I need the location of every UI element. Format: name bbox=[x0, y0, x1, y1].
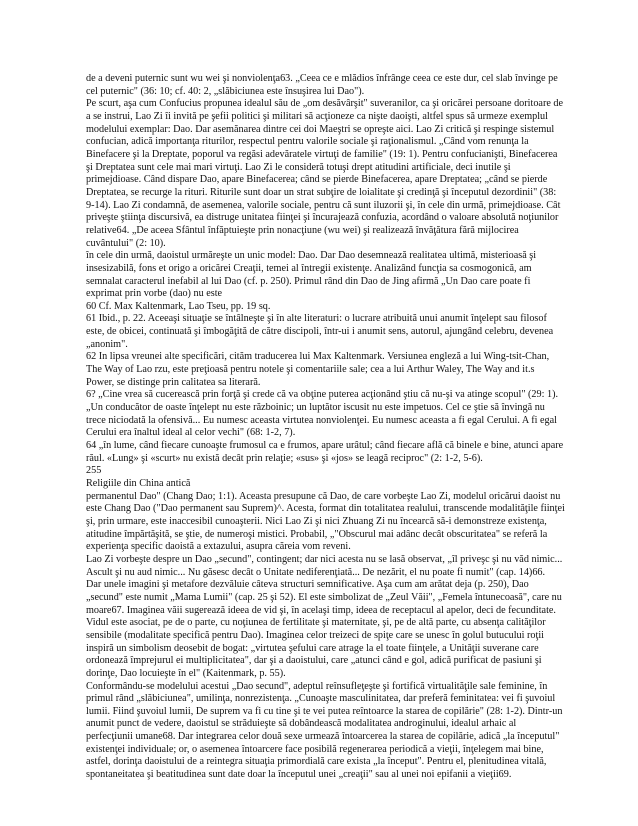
text-line: cuvântului" (2: 10). bbox=[86, 237, 166, 249]
text-line: Cerului era înaltul ideal al celor vechi" (68: 1-2, 7). bbox=[86, 427, 296, 439]
text-line: atitudine împărtăşită, se ştie, de numeroşi mistici. Probabil, „"Obscurul mai adânc decât obscuritatea" se referă la bbox=[86, 528, 548, 540]
text-line: 9-14). Lao Zi condamnă, de asemenea, valorile sociale, pentru că sunt iluzorii şi, în cele din urmă, primejdioase. Cât bbox=[86, 199, 561, 211]
text-line: în cele din urmă, daoistul urmăreşte un unic model: Dao. Dar Dao desemnează realitatea ultimă, misterioasă şi bbox=[86, 250, 537, 262]
text-line: primejdioase. Când dispare Dao, apare Binefacerea; când se pierde Binefacerea, apare Dreptatea; „când se pierde bbox=[86, 174, 548, 186]
text-line: experienţa specific daoistă a extazului, asupra căreia vom reveni. bbox=[86, 541, 351, 553]
text-line: „anonim". bbox=[86, 338, 128, 350]
text-line: moare67. Imaginea văii sugerează ideea de vid şi, în acelaşi timp, ideea de receptacul al apelor, deci de fecunditate. bbox=[86, 604, 556, 616]
text-line: Pe scurt, aşa cum Confucius propunea idealul său de „om desăvârşit" suveranilor, ca şi oricărei persoane doritoare de bbox=[86, 98, 564, 110]
text-line: sensibile (modalitate specifică pentru Dao). Imaginea celor treizeci de spiţe care se unesc în golul butucului roţii bbox=[86, 629, 544, 641]
text-line: relative64. „De aceea Sfântul înfăptuieşte prin nonacţiune (wu wei) şi realizează învăţătura fără mijlocirea bbox=[86, 224, 519, 236]
text-line: insesizabilă, fons et origo a oricărei Creaţii, temei al întregii existenţe. Analizând funcţia sa cosmogonică, am bbox=[86, 262, 532, 274]
text-line: este Chang Dao ("Dao permanent sau Suprem)^. Acesta, format din totalitatea realului, transcende modalităţile fiinţei bbox=[86, 503, 565, 515]
text-line: existenţei individuale; or, o asemenea întoarcere face posibilă regenerarea periodică a vieţii, înţelegem mai bine, bbox=[86, 743, 544, 755]
text-line: de a deveni puternic sunt wu wei şi nonviolenţa63. „Ceea ce e mlădios înfrânge ceea ce este dur, cel slab învinge pe bbox=[86, 73, 558, 84]
text-line: şi, prin urmare, este inaccesibil cunoaşterii. Nici Lao Zi şi nici Zhuang Zi nu încearcă să-i demonstreze existenţa, bbox=[86, 515, 547, 527]
text-line: dorinţe, Dao locuieşte în el" (Kaitenmark, p. 55). bbox=[86, 667, 286, 679]
text-line: „secund" este numit „Mama Lumii" (cap. 25 şi 52). El este simbolizat de „Zeul Văii", „Femela întunecoasă", care nu bbox=[86, 591, 562, 603]
text-line: Power, se distinge prin calitatea sa literară. bbox=[86, 376, 261, 388]
text-line: ordonează împrejurul ei multiplicitatea", dar şi a daoistului, care „atunci când e gol, adică purificat de pasiuni şi bbox=[86, 655, 542, 667]
text-line: The Way of Lao rzu, este preţioasă pentru notele şi comentariile sale; cea a lui Arthur Waley, The Way and it.s bbox=[86, 364, 535, 376]
text-line: confucian, adică importanţa riturilor, respectul pentru valorile sociale şi raţionalismul. „Când vom renunţa la bbox=[86, 136, 529, 148]
text-line: cel puternic" (36: 10; cf. 40: 2, „slăbiciunea este însuşirea lui Dao"). bbox=[86, 85, 365, 97]
text-line: Religiile din China antică bbox=[86, 478, 191, 489]
text-line: 61 Ibid., p. 22. Aceeaşi situaţie se întâlneşte şi în alte literaturi: o lucrare atribuită unui anumit înţelept sau filosof bbox=[86, 313, 547, 325]
text-line: spontaneitatea şi beatitudinea sunt date doar la începutul unei „creaţii" sau al unei noi epifanii a vieţii69. bbox=[86, 769, 512, 781]
text-line: Dreptatea, se recurge la rituri. Riturile sunt doar un strat subţire de loialitate şi credinţă şi începutul dezordinii" (38: bbox=[86, 186, 557, 198]
text-line: Dar unele imagini şi metafore dezvăluie câteva structuri semnificative. Aşa cum am arătat deja (p. 250), Dao bbox=[86, 579, 529, 591]
text-line: semnalat caracterul inefabil al lui Dao (cf. p. 250). Primul rând din Dao de Jing afirmă „Un Dao care poate fi bbox=[86, 275, 531, 287]
text-line: Vidul este asociat, pe de o parte, cu noţiunea de fertilitate şi maternitate, şi, pe de altă parte, cu absenţa calităţilor bbox=[86, 617, 546, 629]
text-line: Lao Zi vorbeşte despre un Dao „secund", contingent; dar nici acesta nu se lasă observat, „îl priveşc şi nu văd nimic... bbox=[86, 553, 563, 565]
text-line: 60 Cf. Max Kaltenmark, Lao Tseu, pp. 19 sq. bbox=[86, 300, 271, 312]
text-line: „Un conducător de oaste înţelept nu este războinic; un luptător iscusit nu este impetuos. Cel ce ştie să învingă nu bbox=[86, 402, 545, 414]
text-line: Binefacere şi la Dreptate, poporul va regăsi adevăratele virtuţi de familie" (19: 1). Pentru confucianişti, Binefacerea bbox=[86, 148, 558, 160]
text-line: exprimat prin vorbe (dao) nu este bbox=[86, 288, 223, 300]
text-line: inspiră un simbolism deosebit de bogat: „virtutea şefului care atrage la el toate fiinţele, a Unităţii suverane care bbox=[86, 642, 539, 654]
document-body bbox=[86, 73, 578, 782]
text-line: 62 In lipsa vreunei alte specificări, cităm traducerea lui Max Kaltenmark. Versiunea engleză a lui Wing-tsit-Chan, bbox=[86, 351, 550, 363]
text-line: este, de obicei, continuată şi îmbogăţită de către discipoli, într-ui i anumit sens, autorul, ajungând celebru, devenea bbox=[86, 326, 554, 338]
text-line: modelului exemplar: Dao. Dar asemănarea dintre cei doi Maeştri se opreşte aici. Lao Zi critică şi respinge sistemul bbox=[86, 123, 555, 135]
text-line: priveşte ştiinţa discursivă, ea distruge unitatea fiinţei şi încurajează confuzia, acordând o valoare absolută noţiunilor bbox=[86, 212, 559, 224]
text-line: 64 „în lume, când fiecare cunoaşte frumosul ca e frumos, apare urâtul; când fiecare află că binele e bine, atunci apare bbox=[86, 440, 564, 452]
text-line: a se instrui, Lao Zi îi invită pe şefii politici şi militari să acţioneze ca nişte daoişti, altfel spus să urmeze exemplul bbox=[86, 110, 548, 122]
text-line: primul rând „slăbiciunea", umilinţa, nonrezistenţa. „Cunoaşte masculinitatea, dar preferă feminitatea: vei fi şuvoiul bbox=[86, 693, 556, 705]
text-line: perfecţiunii umane68. Dar integrarea celor două sexe urmează întoarcerea la starea de copilărie, adică „la începutul" bbox=[86, 731, 560, 743]
text-line: Conformându-se modelului acestui „Dao secund", adeptul reînsufleţeşte şi fortifică virtualităţile sale feminine, în bbox=[86, 680, 548, 692]
text-line: permanentul Dao" (Chang Dao; 1:1). Aceasta presupune că Dao, de care vorbeşte Lao Zi, modelul oricărui daoist nu bbox=[86, 490, 561, 502]
text-line: trece niciodată la ofensivă... Eu numesc aceasta virtutea nonviolenţei. Eu numesc aceasta a fi egal Cerului. A fi egal bbox=[86, 414, 557, 426]
text-line: anumit punct de vedere, daoistul se străduieşte să dobândească modalitatea androginului, idealul arhaic al bbox=[86, 718, 517, 730]
text-line: astfel, dorinţa daoistului de a reintegra situaţia primordială care exista „la început". Pentru el, plenitudinea vitală, bbox=[86, 756, 547, 768]
text-line: 6? „Cine vrea să cucerească prin forţă şi crede că va obţine puterea acţionând ştiu că nu-şi va atinge scopul" (29: 1). bbox=[86, 389, 559, 401]
text-line: şi Dreptatea sunt cele mai mari virtuţi. Lao Zi le consideră totuşi drept atitudini artificiale, deci inutile şi bbox=[86, 161, 511, 173]
text-line: 255 bbox=[86, 465, 102, 477]
text-line: lumii. Fiind şuvoiul lumii, De suprem va fi cu tine şi te vei putea reîntoarce la starea de copilărie" (28: 1-2). Dintr-un bbox=[86, 705, 563, 717]
text-line: Ascult şi nu aud nimic... Nu găsesc decât o Unitate nediferenţiată... De nezărit, el nu poate fi numit" (cap. 14)66. bbox=[86, 566, 546, 578]
text-line: răul. «Lung» şi «scurt» nu există decât prin relaţie; «sus» şi «jos» se leagă reciproc" (2: 1-2, 5-6). bbox=[86, 452, 483, 464]
